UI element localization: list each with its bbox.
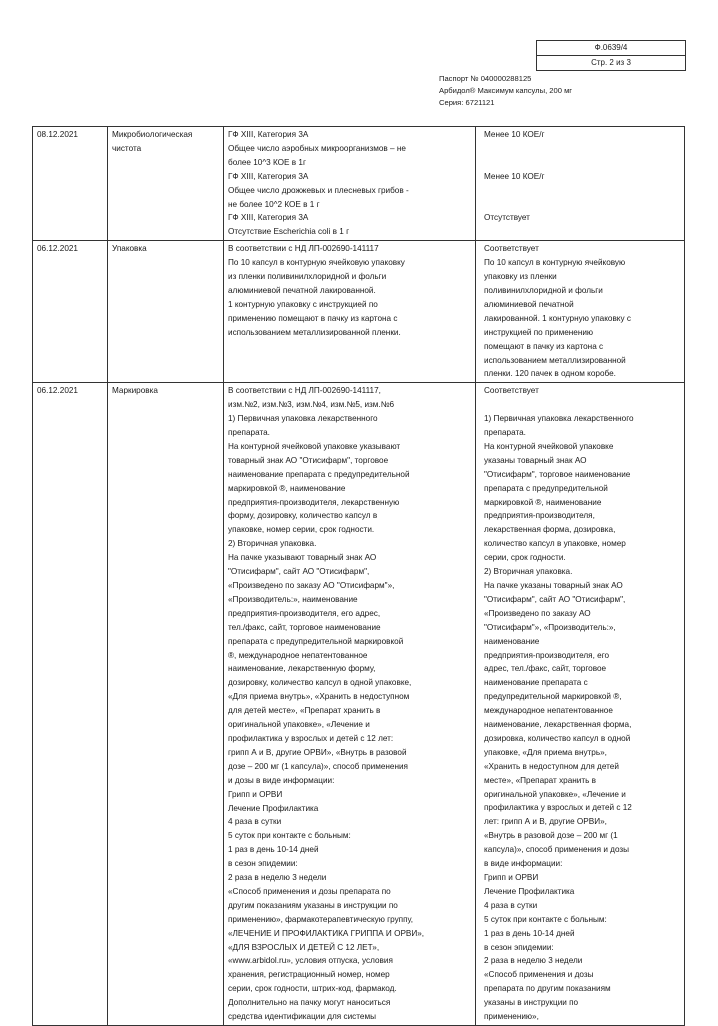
form-number: Ф.0639/4 (537, 41, 685, 56)
result-line: упаковке, «Для приема внутрь», (484, 747, 607, 757)
requirement-line: ГФ XIII, Категория 3А (228, 171, 309, 181)
result-line: использованием металлизированной (484, 355, 626, 365)
requirement-line: средства идентификации для системы (228, 1012, 376, 1022)
result-line: серии, срок годности. (484, 553, 566, 563)
requirement-line: серии, срок годности, штрих-код, фармакод. (228, 984, 397, 994)
requirement-line: более 10^3 КОЕ в 1г (228, 157, 306, 167)
requirement-line: алюминиевой печатной лакированной. (228, 285, 376, 295)
result-line: наименование препарата с (484, 678, 588, 688)
result-line: предприятия-производителя, его (484, 650, 610, 660)
requirement-line: 2) Вторичная упаковка. (228, 539, 317, 549)
result-line: количество капсул в упаковке, номер (484, 539, 626, 549)
result-line: инструкцией по применению (484, 327, 594, 337)
test-results-table (32, 126, 685, 1026)
parameter-line: Микробиологическая (112, 130, 193, 139)
result-line: указаны товарный знак АО (484, 455, 587, 465)
requirement-line: применению», фармакотерапевтическую группу, (228, 914, 414, 924)
result-line: лекарственная форма, дозировка, (484, 525, 616, 535)
parameter-cell (108, 241, 224, 383)
result-line: Отсутствует (484, 213, 530, 223)
requirement-line: 2 раза в неделю 3 недели (228, 873, 327, 883)
result-cell (476, 383, 685, 1026)
requirement-line: препарата. (228, 428, 270, 438)
result-line: в сезон эпидемии: (484, 942, 554, 952)
requirement-line: Общее число дрожжевых и плесневых грибов - (228, 185, 409, 195)
result-line: «Произведено по заказу АО (484, 608, 591, 618)
requirement-line: ГФ XIII, Категория 3А (228, 130, 309, 139)
requirement-line: 1 раз в день 10-14 дней (228, 845, 319, 855)
requirement-line: 4 раза в сутки (228, 817, 282, 827)
requirement-line: "Отисифарм", сайт АО "Отисифарм", (228, 567, 370, 577)
result-line: наименование, лекарственная форма, (484, 720, 632, 730)
date-cell (33, 241, 108, 383)
requirement-line: Дополнительно на пачку могут наноситься (228, 998, 391, 1008)
result-line: На контурной ячейковой упаковке (484, 441, 614, 451)
requirement-line: Грипп и ОРВИ (228, 789, 283, 799)
passport-number: Паспорт № 040000288125 (439, 74, 532, 83)
requirement-line: Общее число аэробных микроорганизмов – не (228, 143, 406, 153)
result-line: маркировкой ®, наименование (484, 497, 602, 507)
requirement-line: 1 контурную упаковку с инструкцией по (228, 299, 378, 309)
result-line: 4 раза в сутки (484, 900, 538, 910)
date-cell (33, 383, 108, 1026)
result-cell (476, 127, 685, 241)
requirement-line: использованием металлизированной пленки. (228, 327, 401, 337)
requirement-line: форму, дозировку, количество капсул в (228, 511, 378, 521)
parameter-line: Маркировка (112, 386, 158, 396)
requirement-line: упаковке, номер серии, срок годности. (228, 525, 375, 535)
requirement-cell (224, 241, 476, 383)
requirement-line: «ДЛЯ ВЗРОСЛЫХ И ДЕТЕЙ С 12 ЛЕТ», (228, 942, 380, 952)
requirement-line: в сезон эпидемии: (228, 859, 298, 869)
result-line: оригинальной упаковке», «Лечение и (484, 789, 626, 799)
requirement-line: профилактика у взрослых и детей с 12 лет: (228, 733, 394, 743)
result-line: Грипп и ОРВИ (484, 873, 539, 883)
requirement-line: ®, международное непатентованное (228, 650, 368, 660)
requirement-line: маркировкой ®, наименование (228, 483, 346, 493)
requirement-line: «ЛЕЧЕНИЕ И ПРОФИЛАКТИКА ГРИППА И ОРВИ», (228, 928, 425, 938)
requirement-line: 5 суток при контакте с больным: (228, 831, 351, 841)
parameter-line: Упаковка (112, 244, 147, 254)
result-cell (476, 241, 685, 383)
requirement-line: предприятия-производителя, его адрес, (228, 608, 381, 618)
requirement-cell (224, 127, 476, 241)
requirement-line: Лечение Профилактика (228, 803, 319, 813)
result-line: Соответствует (484, 244, 539, 254)
requirement-line: «Произведено по заказу АО "Отисифарм"», (228, 581, 395, 590)
requirement-line: В соответствии с НД ЛП-002690-141117 (228, 244, 379, 254)
result-line: алюминиевой печатной (484, 299, 574, 309)
requirement-line: На контурной ячейковой упаковке указывают (228, 441, 401, 451)
result-line: По 10 капсул в контурную ячейковую (484, 258, 626, 268)
requirement-line: «Для приема внутрь», «Хранить в недоступном (228, 692, 410, 702)
test-date: 06.12.2021 (37, 386, 78, 396)
requirement-line: и дозы в виде информации: (228, 775, 335, 785)
result-line: 1 раз в день 10-14 дней (484, 928, 575, 938)
form-number-box (536, 40, 686, 71)
requirement-line: товарный знак АО "Отисифарм", торговое (228, 455, 389, 465)
requirement-line: препарата с предупредительной маркировкой (228, 636, 404, 646)
requirement-line: По 10 капсул в контурную ячейковую упаковку (228, 258, 405, 268)
result-line (484, 184, 680, 198)
result-line: "Отисифарм"», «Производитель:», (484, 622, 616, 632)
requirement-line: «Способ применения и дозы препарата по (228, 886, 391, 896)
result-line: в виде информации: (484, 859, 563, 869)
table-row (33, 127, 685, 241)
requirement-line: «Производитель:», наименование (228, 594, 358, 604)
result-line: лет: грипп А и В, другие ОРВИ», (484, 817, 607, 827)
result-line: профилактика у взрослых и детей с 12 (484, 803, 632, 813)
requirement-line: наименование, лекарственную форму, (228, 664, 376, 674)
series-number: Серия: 6721121 (439, 98, 495, 107)
parameter-cell (108, 127, 224, 241)
requirement-line: предприятия-производителя, лекарственную (228, 497, 400, 507)
result-line: пленки. 120 пачек в одном коробе. (484, 369, 616, 379)
result-line: Менее 10 КОЕ/г (484, 130, 545, 139)
result-line: адрес, тел./факс, сайт, торговое (484, 664, 607, 674)
parameter-cell (108, 383, 224, 1026)
passport-info (439, 73, 572, 109)
date-cell (33, 127, 108, 241)
result-line (484, 398, 680, 412)
requirement-line: дозировку, количество капсул в одной упаковке, (228, 678, 412, 688)
result-line: препарата по другим показаниям (484, 984, 611, 994)
result-line: упаковку из пленки (484, 272, 557, 282)
result-line (484, 142, 680, 156)
result-line: поливинилхлоридной и фольги (484, 285, 603, 295)
result-line: капсула)», способ применения и дозы (484, 845, 630, 855)
requirement-line: хранения, регистрационный номер, номер (228, 970, 390, 980)
result-line (484, 197, 680, 211)
product-name: Арбидол® Максимум капсулы, 200 мг (439, 86, 573, 95)
requirement-line: На пачке указывают товарный знак АО (228, 553, 377, 563)
result-line: препарата с предупредительной (484, 483, 608, 493)
requirement-line: применению помещают в пачку из картона с (228, 313, 398, 323)
result-line: 2 раза в неделю 3 недели (484, 956, 583, 966)
result-line: помещают в пачку из картона с (484, 341, 604, 351)
table-row (33, 241, 685, 383)
requirement-line: оригинальной упаковке», «Лечение и (228, 720, 370, 730)
result-line: дозировка, количество капсул в одной (484, 733, 631, 743)
result-line: 2) Вторичная упаковка. (484, 567, 573, 577)
result-line: «Хранить в недоступном для детей (484, 761, 619, 771)
result-line: "Отисифарм", торговое наименование (484, 469, 631, 479)
requirement-line: наименование препарата с предупредительной (228, 469, 410, 479)
result-line: препарата. (484, 428, 526, 438)
result-line: наименование (484, 636, 540, 646)
test-date: 06.12.2021 (37, 244, 78, 254)
requirement-line: дозе – 200 мг (1 капсула)», способ применения (228, 761, 408, 771)
result-line: «Внутрь в разовой дозе – 200 мг (1 (484, 831, 618, 841)
result-line: 1) Первичная упаковка лекарственного (484, 414, 634, 424)
requirement-line: другим показаниям указаны в инструкции по (228, 900, 398, 910)
requirement-line: для детей месте», «Препарат хранить в (228, 706, 381, 716)
requirement-line: Отсутствие Escherichia coli в 1 г (228, 227, 350, 237)
requirement-line: из пленки поливинилхлоридной и фольги (228, 272, 387, 282)
requirement-line: изм.№2, изм.№3, изм.№4, изм.№5, изм.№6 (228, 400, 395, 410)
parameter-line: чистота (112, 143, 142, 153)
result-line: Менее 10 КОЕ/г (484, 171, 545, 181)
result-line: «Способ применения и дозы (484, 970, 594, 980)
result-line: указаны в инструкции по (484, 998, 579, 1008)
result-line: предупредительной маркировкой ®, (484, 692, 622, 702)
requirement-line: тел./факс, сайт, торговое наименование (228, 622, 381, 632)
table-row (33, 383, 685, 1026)
requirement-line: 1) Первичная упаковка лекарственного (228, 414, 378, 424)
requirement-line: грипп А и В, другие ОРВИ», «Внутрь в разовой (228, 747, 407, 757)
result-line: На пачке указаны товарный знак АО (484, 580, 623, 590)
requirement-cell (224, 383, 476, 1026)
result-line (484, 156, 680, 170)
requirement-line: ГФ XIII, Категория 3А (228, 213, 309, 223)
result-line: лакированной. 1 контурную упаковку с (484, 313, 631, 323)
test-date: 08.12.2021 (37, 130, 78, 139)
result-line: предприятия-производителя, (484, 511, 595, 521)
requirement-line: не более 10^2 КОЕ в 1 г (228, 199, 320, 209)
result-line: Соответствует (484, 386, 539, 396)
result-line: Лечение Профилактика (484, 886, 575, 896)
requirement-line: В соответствии с НД ЛП-002690-141117, (228, 386, 381, 396)
result-line: месте», «Препарат хранить в (484, 775, 597, 785)
result-line: 5 суток при контакте с больным: (484, 914, 607, 924)
page-number: Стр. 2 из 3 (591, 58, 631, 67)
result-line: международное непатентованное (484, 706, 613, 716)
result-line: применению», (484, 1012, 539, 1022)
requirement-line: «www.arbidol.ru», условия отпуска, условия (228, 956, 393, 966)
result-line: "Отисифарм", сайт АО "Отисифарм", (484, 594, 626, 604)
